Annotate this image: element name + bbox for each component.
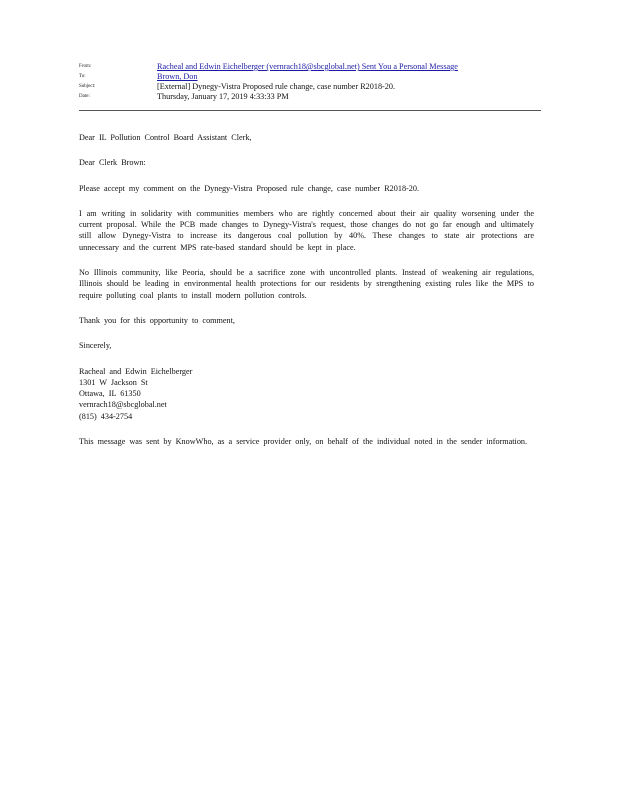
comment-intro-paragraph: Please accept my comment on the Dynegy-Vistra Proposed rule change, case number R2018-20. (79, 183, 419, 193)
to-label: To: (79, 74, 86, 79)
footer-note: This message was sent by KnowWho, as a service provider only, on behalf of the individual noted in the sender information. (79, 437, 528, 447)
thanks-paragraph: Thank you for this opportunity to comment, (79, 315, 235, 325)
date-value: Thursday, January 17, 2019 4:33:33 PM (157, 92, 289, 101)
email-header (79, 62, 541, 102)
from-label: From: (79, 64, 92, 69)
subject-label: Subject: (79, 84, 96, 89)
closing: Sincerely, (79, 341, 112, 351)
subject-row (79, 82, 541, 92)
salutation-board: Dear IL Pollution Control Board Assistant Clerk, (79, 133, 252, 142)
to-recipient-link[interactable]: Brown, Don (157, 72, 198, 81)
date-label: Date: (79, 94, 90, 99)
signature-block (79, 366, 534, 422)
signature-name: Racheal and Edwin Eichelberger (79, 366, 193, 376)
salutation-clerk: Dear Clerk Brown: (79, 158, 146, 168)
date-row (79, 92, 541, 102)
solidarity-paragraph: I am writing in solidarity with communities members who are rightly concerned about their air quality worsening under the current proposal. While the PCB made changes to Dynegy-Vistra's request, those changes do not go far enough and ultimately still allow Dynegy-Vistra to increase its dangerous coal pollution by 40%. These changes to state air protections are unnecessary and the current MPS rate-based standard should be kept in place. (79, 208, 534, 252)
from-row (79, 62, 541, 72)
signature-city: Ottawa, IL 61350 (79, 389, 141, 399)
signature-street: 1301 W Jackson St (79, 377, 148, 387)
signature-email: vernrach18@sbcglobal.net (79, 400, 167, 410)
signature-phone: (815) 434-2754 (79, 411, 133, 421)
subject-value: [External] Dynegy-Vistra Proposed rule change, case number R2018-20. (157, 82, 396, 91)
header-divider (79, 110, 541, 111)
community-paragraph: No Illinois community, like Peoria, should be a sacrifice zone with uncontrolled plants. Instead of weakening air regulations, Illinois should be leading in environmental health protections for our residents by strengthening existing rules like the MPS to require polluting coal plants to install modern pollution controls. (79, 268, 534, 300)
from-sender-link[interactable]: Racheal and Edwin Eichelberger (vernrach18@sbcglobal.net) Sent You a Personal Message (157, 62, 458, 71)
to-row (79, 72, 541, 82)
email-body (79, 132, 534, 461)
